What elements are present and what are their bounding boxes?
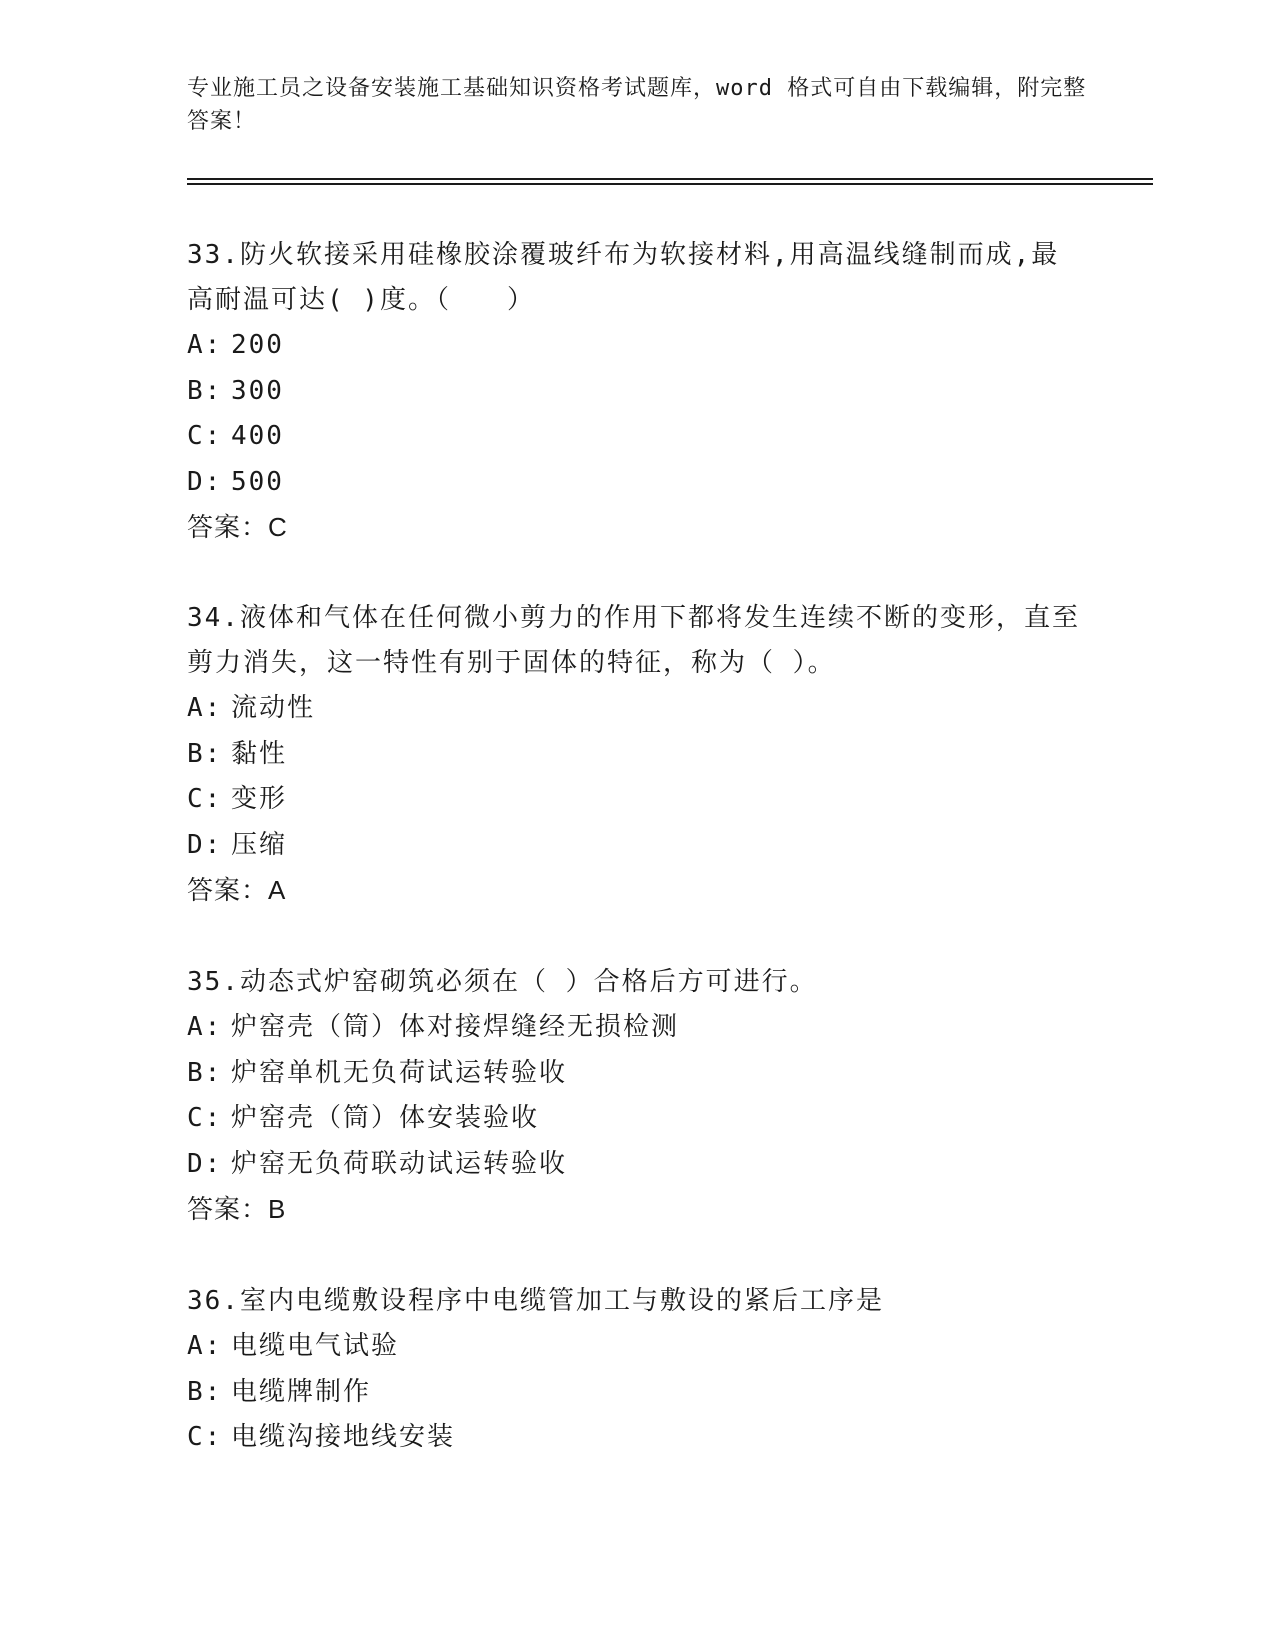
question-stem: 33.防火软接采用硅橡胶涂覆玻纤布为软接材料,用高温线缝制而成,最高耐温可达( )度。（ ） — [187, 240, 1060, 315]
header-text: 专业施工员之设备安装施工基础知识资格考试题库，word 格式可自由下载编辑，附完整答案！ — [187, 76, 1087, 134]
option-text: 流动性 — [231, 693, 316, 723]
option-letter: D: — [187, 466, 223, 497]
option-letter: A: — [187, 1012, 223, 1042]
option-letter: C: — [187, 784, 223, 814]
option-a — [187, 1324, 1087, 1370]
answer-line: 答案：C — [187, 512, 288, 542]
option-letter: C: — [187, 1103, 223, 1133]
question-stem: 34.液体和气体在任何微小剪力的作用下都将发生连续不断的变形，直至剪力消失，这一特性有别于固体的特征，称为（ ）。 — [187, 603, 1080, 678]
option-a — [187, 323, 1087, 369]
option-letter: D: — [187, 1148, 223, 1179]
option-text: 炉窑壳（筒）体对接焊缝经无损检测 — [231, 1012, 680, 1042]
option-text: 300 — [231, 375, 284, 406]
option-a — [187, 686, 1087, 732]
answer-line: 答案：A — [187, 875, 287, 905]
question-stem: 35.动态式炉窑砌筑必须在（ ）合格后方可进行。 — [187, 967, 818, 997]
option-c — [187, 1096, 1087, 1142]
option-letter: D: — [187, 829, 223, 860]
option-letter: B: — [187, 375, 223, 406]
option-d — [187, 823, 1087, 869]
option-c — [187, 777, 1087, 823]
question-stem: 36.室内电缆敷设程序中电缆管加工与敷设的紧后工序是 — [187, 1286, 884, 1316]
option-a — [187, 1005, 1087, 1051]
option-text: 变形 — [231, 784, 288, 814]
document-header — [187, 72, 1107, 138]
option-text: 电缆电气试验 — [231, 1331, 400, 1361]
option-text: 炉窑无负荷联动试运转验收 — [231, 1148, 568, 1179]
option-d — [187, 460, 1087, 506]
option-c — [187, 414, 1087, 460]
option-text: 电缆沟接地线安装 — [231, 1422, 456, 1452]
header-divider-bottom — [187, 183, 1153, 185]
option-b — [187, 1051, 1087, 1097]
question-34 — [187, 596, 1087, 914]
option-b — [187, 369, 1087, 415]
option-text: 400 — [231, 421, 284, 451]
option-b — [187, 1370, 1087, 1416]
option-letter: B: — [187, 1376, 223, 1407]
option-letter: B: — [187, 1057, 223, 1088]
option-text: 炉窑壳（筒）体安装验收 — [231, 1103, 540, 1133]
option-letter: C: — [187, 421, 223, 451]
option-letter: B: — [187, 738, 223, 769]
option-letter: A: — [187, 693, 223, 723]
option-text: 压缩 — [231, 829, 288, 860]
option-d — [187, 1142, 1087, 1188]
option-letter: C: — [187, 1422, 223, 1452]
option-b — [187, 732, 1087, 778]
option-letter: A: — [187, 330, 223, 360]
question-36 — [187, 1279, 1087, 1461]
question-33 — [187, 233, 1087, 551]
option-text: 500 — [231, 466, 284, 497]
option-letter: A: — [187, 1331, 223, 1361]
option-text: 电缆牌制作 — [231, 1376, 372, 1407]
option-text: 200 — [231, 330, 284, 360]
option-c — [187, 1415, 1087, 1461]
answer-line: 答案：B — [187, 1194, 287, 1224]
question-35 — [187, 960, 1087, 1233]
option-text: 炉窑单机无负荷试运转验收 — [231, 1057, 568, 1088]
option-text: 黏性 — [231, 738, 288, 769]
header-divider-top — [187, 178, 1153, 180]
